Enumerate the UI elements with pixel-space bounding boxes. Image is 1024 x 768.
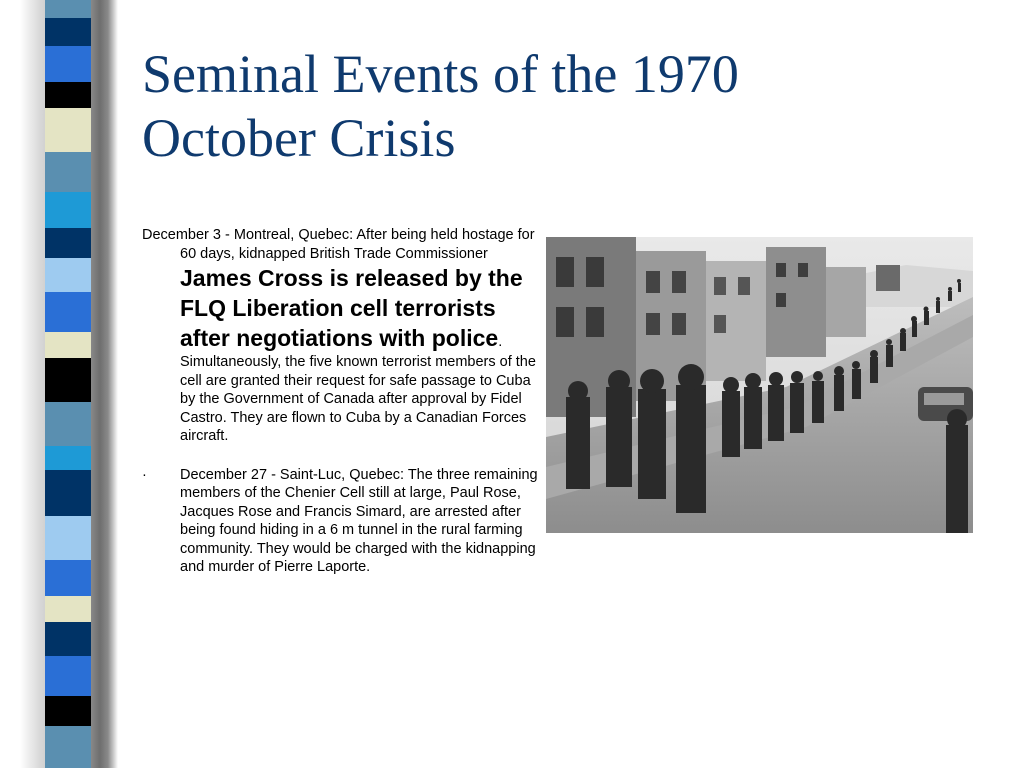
paragraph-emphasis: James Cross is released by the FLQ Liberation cell terrorists after negotiations with police xyxy=(180,265,523,351)
paragraph-december-27 xyxy=(142,466,546,577)
photo-soldiers-street-illustration xyxy=(546,237,973,533)
slide-body xyxy=(142,226,546,577)
paragraph-tail: . Simultaneously, the five known terrorist members of the cell are granted their request for safe passage to Cuba by the Government of Canada after approval by Fidel Castro. They are flown to Cuba by a Canadian Forces aircraft. xyxy=(180,334,536,444)
title-line-1: Seminal Events of the 1970 xyxy=(142,44,739,104)
slide-title xyxy=(142,42,1002,170)
title-line-2: October Crisis xyxy=(142,108,456,168)
decorative-stripe-bar xyxy=(45,0,91,768)
photo-soldiers-street xyxy=(546,237,973,533)
paragraph-lead: December 3 - Montreal, Quebec: After being held hostage for 60 days, kidnapped British Trade Commissioner xyxy=(142,227,535,262)
bullet-icon: · xyxy=(142,466,147,483)
paragraph-december-3 xyxy=(142,226,546,446)
paragraph-text: December 27 - Saint-Luc, Quebec: The three remaining members of the Chenier Cell still at large, Paul Rose, Jacques Rose and Francis Simard, are arrested after being found hiding in a 6 m tunnel in the rural farming community. They would be charged with the kidnapping and murder of Pierre Laporte. xyxy=(180,466,538,575)
